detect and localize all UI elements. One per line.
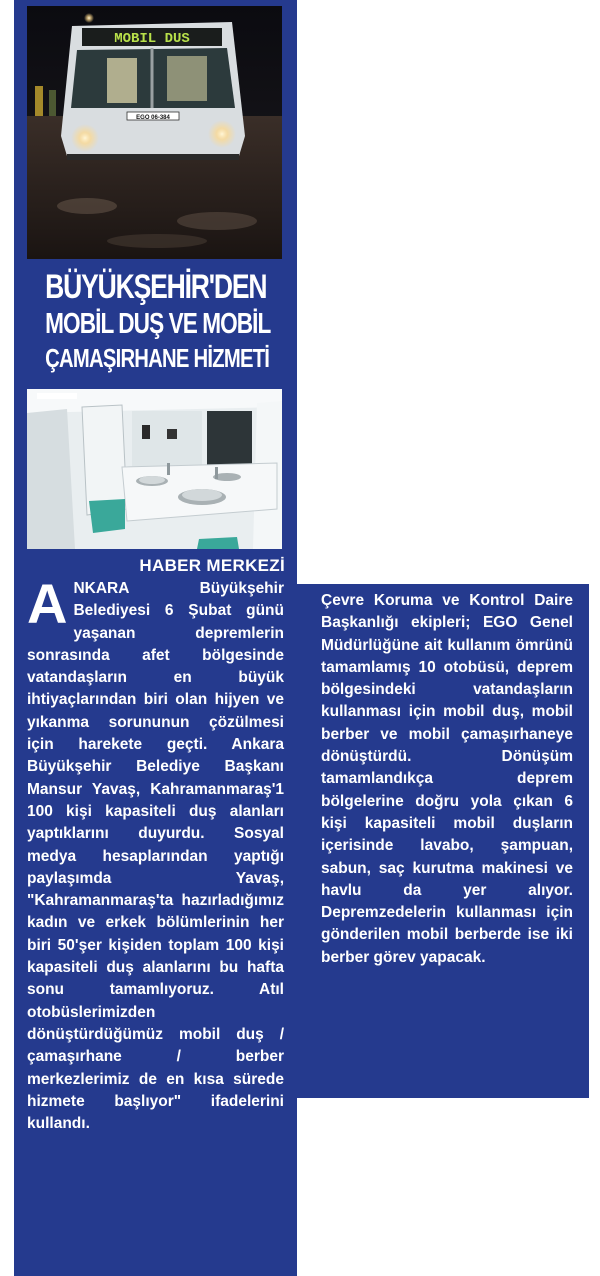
headline [14, 270, 297, 371]
headline-line-1: BÜYÜKŞEHİR'DEN [45, 268, 267, 306]
bus-interior-sink-photo [27, 389, 282, 549]
left-article-column [14, 0, 297, 1276]
article-body-left [27, 572, 284, 1135]
bus-destination-sign: MOBIL DUS [114, 31, 190, 47]
article-body-right: Çevre Koruma ve Kontrol Daire Başkanlığı ekipleri; EGO Genel Müdürlüğüne ait kullanım ömrünü tamamlamış 10 otobüsü, deprem bölgesindeki vatandaşların kullanması için mobil duş, mobil berber ve mobil çamaşırhaneye dönüştürdü. Dönüşüm tamamlandıkça deprem bölgelerine doğru yola çıkan 6 kişi kapasiteli mobil duşların içerisinde lavabo, şampuan, sabun, saç kurutma makinesi ve havlu da yer alıyor. Depremzedelerin kullanması için gönderilen mobil berberde ise iki berber görev yapacak. [321, 592, 573, 966]
article-body-left-text: NKARA Büyükşehir Belediyesi 6 Şubat günü yaşanan depremlerin sonrasında afet bölgesinde vatandaşların en büyük ihtiyaçlarından biri olan hijyen ve yıkanma sorununun çözülmesi için harekete geçti. Ankara Büyükşehir Belediye Başkanı Mansur Yavaş, Kahramanmaraş'1 100 kişi kapasiteli duş alanları yaptıklarını duyurdu. Sosyal medya hesaplarından yaptığı paylaşımda Yavaş, "Kahramanmaraş'ta hazırladığımız kadın ve erkek bölümlerinin her biri 50'şer kişiden toplam 100 kişi kapasiteli duş alanlarını bu hafta sonu tamamlıyoruz. Atıl otobüslerimizden dönüştürdüğümüz mobil duş / çamaşırhane / berber merkezlerimiz de en kısa sürede hizmete başlıyor" ifadelerini kullandı. [27, 580, 284, 1133]
mobile-shower-bus-photo [27, 6, 282, 259]
headline-line-2: MOBİL DUŞ VE MOBİL [45, 308, 271, 340]
right-article-column [297, 584, 589, 1098]
drop-cap: A [27, 572, 68, 635]
byline: HABER MERKEZİ [139, 556, 285, 575]
bus-license-plate: EGO 06-384 [136, 115, 170, 121]
headline-line-3: ÇAMAŞIRHANE HİZMETİ [45, 343, 270, 373]
